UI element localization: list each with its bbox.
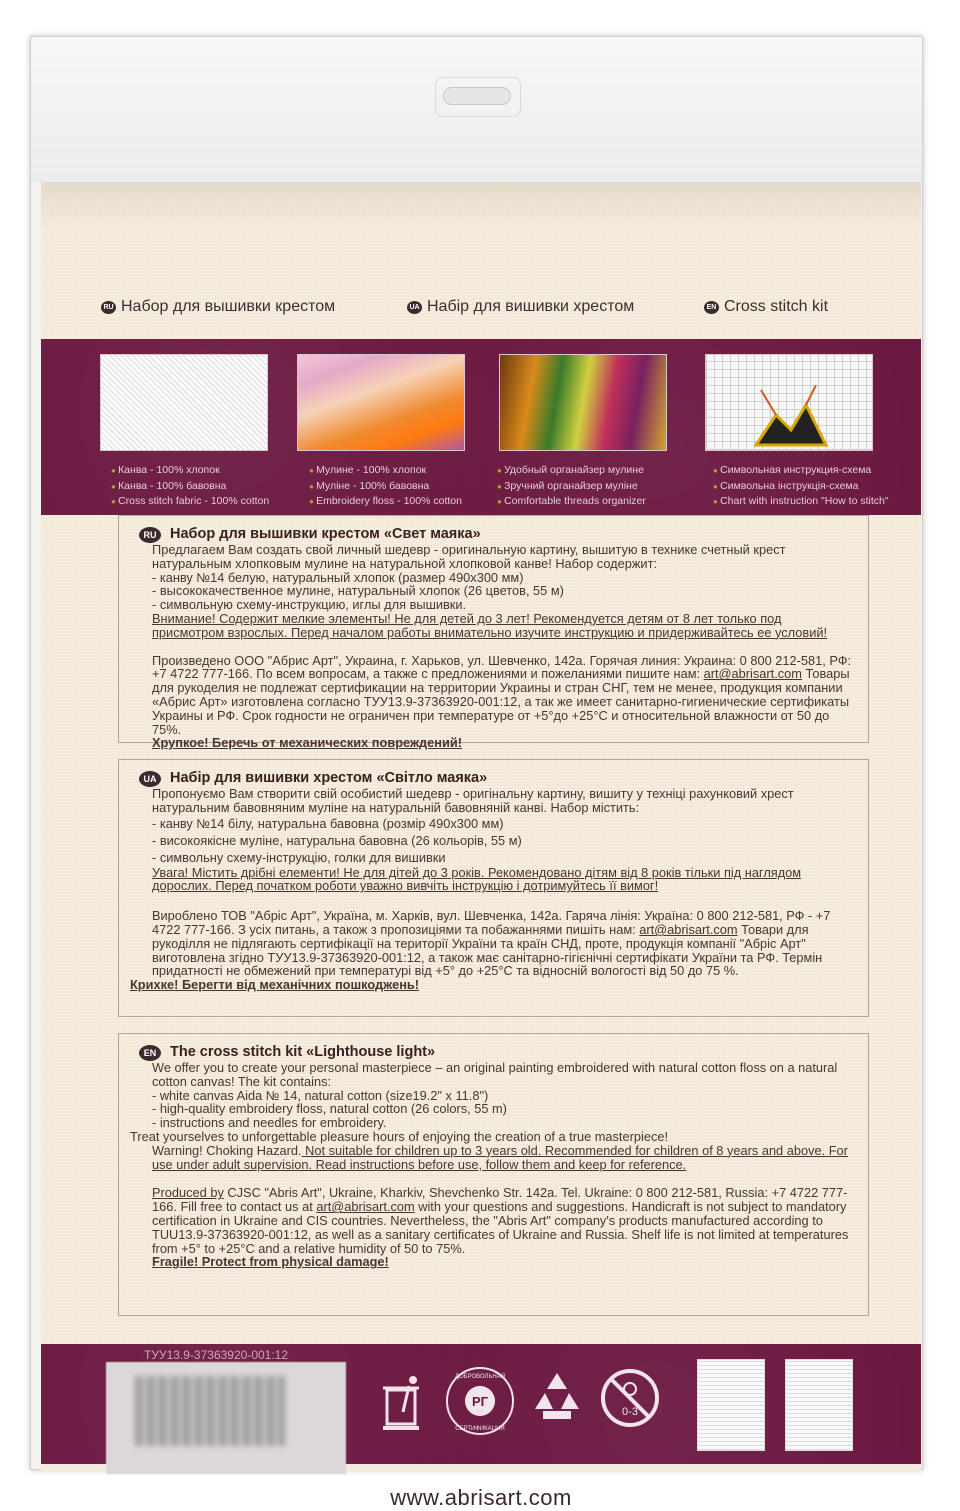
- feature-line: ● Embroidery floss - 100% cotton: [309, 494, 462, 510]
- en-badge: EN: [139, 1045, 161, 1061]
- ua-warning: Увага! Містить дрібні елементи! Не для дітей до 3 років. Рекомендовано дітям від 8 років тільки під наглядом дорослих. Перед початком роботи уважно вивчіть інструкцію і дотримуйтесь її вимог!: [152, 864, 802, 894]
- ru-badge: RU: [139, 527, 161, 543]
- en-item: - instructions and needles for embroidery.: [152, 1115, 387, 1131]
- feature-line: ● Муліне - 100% бавовна: [309, 479, 462, 495]
- ua-item: - високоякісне муліне, натуральна бавовна (26 кольорів, 55 м): [152, 832, 522, 848]
- en-produced-by: Produced by: [152, 1185, 224, 1201]
- certificate-image: [697, 1359, 765, 1451]
- feature-line: ● Мулине - 100% хлопок: [309, 463, 462, 479]
- en-producer-text-2: with your questions and suggestions. Handicraft is not subject to mandatory certification in Ukraine and CIS countries. Nevertheless, the "Abris Art" company's products manufactured according to TUU13.9-37363920-001:12, as well as a sanitary certificates of Ukraine and Russia. Shelf life is not limited at temperatures from +5° to +25°C and a relative humidity of 50 to 75%.: [152, 1199, 849, 1256]
- en-treat: Treat yourselves to unforgettable pleasure hours of enjoying the creation of a true masterpiece!: [130, 1128, 669, 1144]
- section-ua-title: Набір для вишивки хрестом «Світло маяка»: [170, 769, 488, 786]
- feature-line: ● Удобный органайзер мулине: [497, 463, 646, 479]
- hang-hole: [443, 87, 511, 105]
- barcode-blurred: [106, 1362, 346, 1474]
- ru-warning: Внимание! Содержит мелкие элементы! Не для детей до 3 лет! Рекомендуется детям от 8 лет только под присмотром взрослых. Перед началом работы внимательно изучите инструкцию и придерживайтесь ее условий!: [152, 610, 828, 640]
- title-en: [704, 298, 828, 316]
- back-card: [41, 182, 921, 1510]
- ua-producer-text: Вироблено ТОВ "Абріс Арт", Україна, м. Харків, вул. Шевченка, 142а. Гаряча лінія: Україна: 0 800 212-581, РФ - +7 4722 777-166. З усіх питань, а також з пропозиціями та побажаннями пишіть нам:: [152, 908, 831, 937]
- section-en-heading: [139, 1044, 857, 1061]
- en-warning-text: Not suitable for children up to 3 years old. Recommended for children of 8 years and above. For use under adult supervision. Read instructions before use, follow them and keep for reference.: [152, 1142, 848, 1172]
- rg-certification-icon: [443, 1364, 517, 1438]
- ru-producer-info: [130, 654, 857, 737]
- feature-line: ● Cross stitch fabric - 100% cotton: [111, 494, 269, 510]
- section-ru-title: Набор для вышивки крестом «Свет маяка»: [170, 525, 481, 542]
- recycle-icon: [529, 1369, 585, 1425]
- title-ru-text: Набор для вышивки крестом: [121, 298, 336, 315]
- ru-fragile: Хрупкое! Беречь от механических повреждений!: [152, 735, 463, 751]
- certificate-image: [785, 1359, 853, 1451]
- feature-organizer: [497, 463, 646, 510]
- ru-item: - канву №14 белую, натуральный хлопок (размер 490х300 мм): [152, 569, 524, 585]
- section-ru-heading: [139, 526, 857, 543]
- ua-item: - канву №14 білу, натуральна бавовна (розмір 490х300 мм): [152, 815, 504, 831]
- section-en-title: The cross stitch kit «Lighthouse light»: [170, 1043, 436, 1060]
- feature-line: ● Зручний органайзер муліне: [497, 479, 646, 495]
- en-warning: [130, 1144, 857, 1172]
- feature-line: ● Comfortable threads organizer: [497, 494, 646, 510]
- ua-badge: UA: [407, 301, 422, 314]
- feature-chart: [713, 463, 889, 510]
- hanger-strip: [31, 37, 922, 182]
- tuy-code: ТУУ13.9-37363920-001:12: [144, 1348, 289, 1362]
- rg-bottom-text: СЕРТИФИКАЦИЯ: [455, 1426, 505, 1432]
- title-ua-text: Набір для вишивки хрестом: [427, 298, 635, 315]
- section-ua: [118, 759, 869, 1017]
- ru-intro: Предлагаем Вам создать свой личный шедевр - оригинальную картину, вышитую в технике счетный крест натуральным хлопковым мулине на натуральной хлопковой канве! Набор содержит:: [152, 542, 786, 571]
- title-en-text: Cross stitch kit: [724, 298, 829, 315]
- en-item: - white canvas Aida № 14, natural cotton (size19.2" x 11.8"): [152, 1087, 489, 1103]
- feature-floss: [309, 463, 462, 510]
- ua-producer-info: [130, 909, 857, 978]
- ru-producer-text: Произведено ООО "Абрис Арт", Украина, г. Харьков, ул. Шевченко, 142а. Горячая линия: Украина: 0 800 212-581, РФ: +7 4722 777-166. По всем вопросам, а также с предложениями и пожеланиями пишите нам:: [152, 652, 851, 682]
- feature-line: ● Символьная инструкция-схема: [713, 463, 889, 479]
- feature-line: ● Канва - 100% бавовна: [111, 479, 269, 495]
- chart-sample-icon: [746, 385, 836, 451]
- en-producer-text: CJSC "Abris Art", Ukraine, Kharkiv, Shevchenko Str. 142a. Tel. Ukraine: 0 800 212-581, Russia: +7 4722 777-166. Fill free to contact us at: [152, 1185, 848, 1215]
- ua-item: - символьну схему-інструкцію, голки для вишивки: [152, 849, 446, 865]
- en-badge: EN: [704, 301, 719, 314]
- ru-item: - высококачественное мулине, натуральный хлопок (26 цветов, 55 м): [152, 583, 564, 599]
- ua-intro: Пропонуємо Вам створити свій особистий шедевр - оригінальну картину, вишиту у техніці рахунковий хрест натуральним бавовняним муліне на натуральній бавовняній канві. Набор містить:: [152, 786, 794, 815]
- rg-mark: РГ: [471, 1394, 489, 1409]
- ua-email-link[interactable]: art@abrisart.com: [639, 921, 738, 937]
- ru-badge: RU: [101, 301, 116, 314]
- en-intro: We offer you to create your personal masterpiece – an original painting embroidered with natural cotton floss on a natural cotton canvas! The kit contains:: [152, 1060, 838, 1089]
- en-email-link[interactable]: art@abrisart.com: [316, 1199, 415, 1215]
- en-item: - high-quality embroidery floss, natural cotton (26 colors, 55 m): [152, 1101, 507, 1117]
- section-ru: [118, 515, 869, 751]
- organizer-photo: [499, 354, 667, 451]
- feature-line: ● Символьна інструкція-схема: [713, 479, 889, 495]
- title-ru: [101, 298, 335, 316]
- ru-producer-text-2: Товары для рукоделия не подлежат сертификации на территории Украины и стран СНГ, тем не менее, продукция компании «Абрис Арт» изготовлена согласно ТУУ13.9-37363920-001:12, а так же имеет санитарно-гигиенические сертификаты Украины и РФ. Срок годности не ограничен при температуре от +5°до +25°С и относительной влажности от 50 до 75%.: [152, 666, 850, 737]
- ru-item: - символьную схему-инструкцию, иглы для вышивки.: [152, 597, 467, 613]
- canvas-photo: [100, 354, 268, 451]
- section-en: [118, 1033, 869, 1316]
- rg-top-text: ДОБРОВОЛЬНАЯ: [454, 1374, 506, 1380]
- ru-email-link[interactable]: art@abrisart.com: [703, 666, 802, 682]
- title-ua: [407, 298, 634, 316]
- website-url[interactable]: www.abrisart.com: [390, 1485, 572, 1510]
- feature-canvas: [111, 463, 269, 510]
- en-warning-lead: Warning! Choking Hazard.: [152, 1142, 302, 1158]
- ua-producer-text-2: Товари для рукоділля не підлягають сертифікації на території України та країн СНД, проте, продукція компанії "Абріс Арт" виготовлена згідно ТУУ13.9-37363920-001:12, а також має санітарно-гігієнічні сертифікати України та РФ. Термін придатності не обмежений при температурі від +5° до +25°С та відносній вологості від 50 до 75 %.: [152, 921, 823, 979]
- en-producer-info: [130, 1186, 857, 1255]
- section-ua-heading: [139, 770, 857, 787]
- feature-line: ● Chart with instruction "How to stitch": [713, 494, 889, 510]
- age-label: 0-3: [622, 1406, 638, 1418]
- en-fragile: Fragile! Protect from physical damage!: [152, 1254, 389, 1270]
- features-band: [41, 339, 921, 515]
- ua-fragile: Крихке! Берегти від механічних пошкоджень!: [130, 977, 420, 993]
- age-0-3-warning-icon: [599, 1367, 661, 1429]
- product-titles: [101, 298, 881, 322]
- ua-badge: UA: [139, 771, 161, 787]
- product-package: [30, 36, 923, 1510]
- feature-line: ● Канва - 100% хлопок: [111, 463, 269, 479]
- floss-photo: [297, 354, 465, 451]
- chart-photo: [705, 354, 873, 451]
- trash-bin-icon: [371, 1372, 431, 1432]
